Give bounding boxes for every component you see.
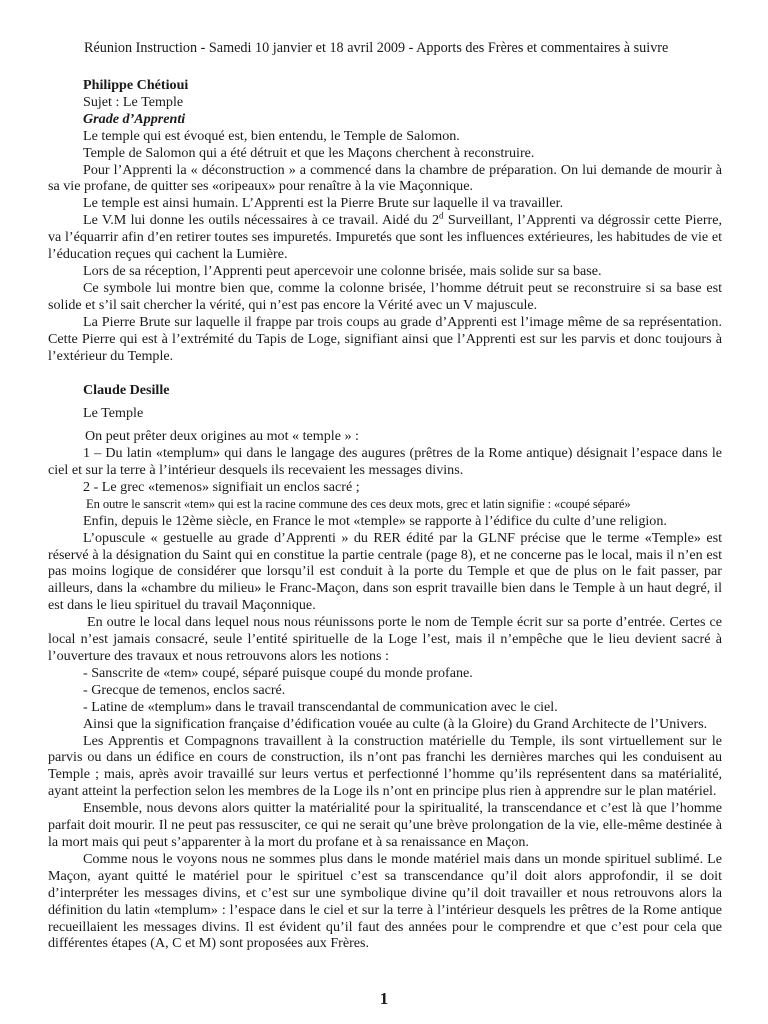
list-item: - Grecque de temenos, enclos sacré. (83, 681, 286, 698)
grade-heading: Grade d’Apprenti (83, 110, 186, 127)
document-header: Réunion Instruction - Samedi 10 janvier et 18 avril 2009 - Apports des Frères et commentaires à suivre (84, 40, 669, 56)
paragraph: La Pierre Brute sur laquelle il frappe par trois coups au grade d’Apprenti est l’image même de sa représentation. Cette Pierre qui est à l’extrémité du Tapis de Loge, signifiant ainsi que l’Apprenti est sur les parvis et donc toujours à l’extérieur du Temple. (48, 313, 722, 364)
paragraph: Lors de sa réception, l’Apprenti peut apercevoir une colonne brisée, mais solide sur sa base. (83, 262, 602, 279)
paragraph-text: Surveillant, l’Apprenti va dégrossir cette Pierre, va l’équarrir afin d’en retirer toutes ses impuretés. Impuretés que sont les influences extérieures, les habitudes de vie et l’éducation reçues qui cachent la Lumière. (48, 212, 723, 263)
paragraph: Enfin, depuis le 12ème siècle, en France le mot «temple» se rapporte à l’édifice du culte d’une religion. (83, 512, 667, 529)
section-gap (48, 364, 722, 382)
paragraph: Les Apprentis et Compagnons travaillent à la construction matérielle du Temple, ils sont virtuellement sur le parvis ou dans un édifice en cours de construction, ils n’ont pas franchi les dernières marches qui les conduisent au Temple ; mais, après avoir travaillé sur leurs vertus et perfectionné l’homme qu’ils représentent dans sa matérialité, ayant atteint la perfection selon les membres de la Loge ils n’ont en principe plus rien à apprendre sur le plan matériel. (48, 732, 722, 800)
subject-line: Sujet : Le Temple (83, 93, 184, 110)
paragraph-text: Le V.M lui donne les outils nécessaires à ce travail. Aidé du 2 (83, 212, 440, 229)
paragraph: Le temple qui est évoqué est, bien entendu, le Temple de Salomon. (83, 127, 460, 144)
paragraph: Ce symbole lui montre bien que, comme la colonne brisée, l’homme détruit peut se reconstruire si sa base est solide et s’il sait chercher la vérité, qui n’est pas encore la Vérité avec un V majuscule. (48, 279, 722, 313)
document-body (48, 77, 722, 952)
paragraph: Comme nous le voyons nous ne sommes plus dans le monde matériel mais dans un monde spirituel sublimé. Le Maçon, ayant quitté le matériel pour le spirituel c’est sa transcendance qu’il doit alors approfondir, il se doit d’interpréter les messages divins, et c’est sur une symbolique divine qu’il doit travailler et nous retrouvons alors la définition du latin «templum» : l’espace dans le ciel et sur la terre à l’intérieur desquels les prêtres de la Rome antique recueillaient les messages divins. Il est évident qu’il faut des années pour le comprendre et que c’est pour cela que différentes étapes (A, C et M) sont proposées aux Frères. (48, 850, 722, 952)
paragraph: L’opuscule « gestuelle au grade d’Apprenti » du RER édité par la GLNF précise que le terme «Temple» est réservé à la désignation du Saint qui en constitue la partie centrale (page 8), et ne concerne pas le local, mais il n’en est pas moins logique de considérer que lorsqu’il est conduit à la porte du Temple et que de plus on le fait passer, par ailleurs, dans la «chambre du milieu» le Franc-Maçon, dans son esprit travaille bien dans le Temple à un haut degré, il est dans le lieu spirituel du travail Maçonnique. (48, 529, 722, 614)
paragraph: Pour l’Apprenti la « déconstruction » a commencé dans la chambre de préparation. On lui demande de mourir à sa vie profane, de quitter ses «oripeaux» pour renaître à la vie Maçonnique. (48, 161, 722, 195)
section-title: Le Temple (83, 405, 144, 422)
page-number: 1 (379, 989, 389, 1008)
paragraph (48, 212, 722, 263)
paragraph: 2 - Le grec «temenos» signifiait un enclos sacré ; (83, 478, 360, 495)
superscript: d (439, 210, 444, 221)
author-desille: Claude Desille (83, 382, 170, 399)
list-item: - Sanscrite de «tem» coupé, séparé puisque coupé du monde profane. (83, 664, 473, 681)
paragraph: 1 – Du latin «templum» qui dans le langage des augures (prêtres de la Rome antique) désignait l’espace dans le ciel et sur la terre à l’intérieur desquels ils recevaient les messages divins. (48, 445, 722, 479)
paragraph: Ensemble, nous devons alors quitter la matérialité pour la spiritualité, la transcendance et c’est là que l’homme parfait doit mourir. Il ne peut pas ressusciter, ce qui ne serait qu’une brève prolongation de la vie, elle-même destinée à la mort mais qui peut s’apparenter à la mort du profane et à sa renaissance en Maçon. (48, 800, 722, 850)
paragraph: Temple de Salomon qui a été détruit et que les Maçons cherchent à reconstruire. (83, 144, 535, 161)
author-chetioui: Philippe Chétioui (83, 77, 189, 93)
list-item: - Latine de «templum» dans le travail transcendantal de communication avec le ciel. (83, 698, 558, 715)
paragraph: Ainsi que la signification française d’édification vouée au culte (à la Gloire) du Grand Architecte de l’Univers. (83, 715, 708, 732)
paragraph: Le temple est ainsi humain. L’Apprenti est la Pierre Brute sur laquelle il va travailler. (83, 195, 564, 212)
paragraph: On peut prêter deux origines au mot « temple » : (85, 428, 359, 445)
paragraph: En outre le local dans lequel nous nous réunissons porte le nom de Temple écrit sur sa porte d’entrée. Certes ce local n’est jamais consacré, seule l’entité spirituelle de la Loge l’est, mais il n’empêche que le lieu devient sacré à l’ouverture des travaux et nous retrouvons alors les notions : (48, 614, 722, 664)
paragraph: En outre le sanscrit «tem» qui est la racine commune des ces deux mots, grec et latin signifie : «coupé séparé» (86, 496, 631, 511)
